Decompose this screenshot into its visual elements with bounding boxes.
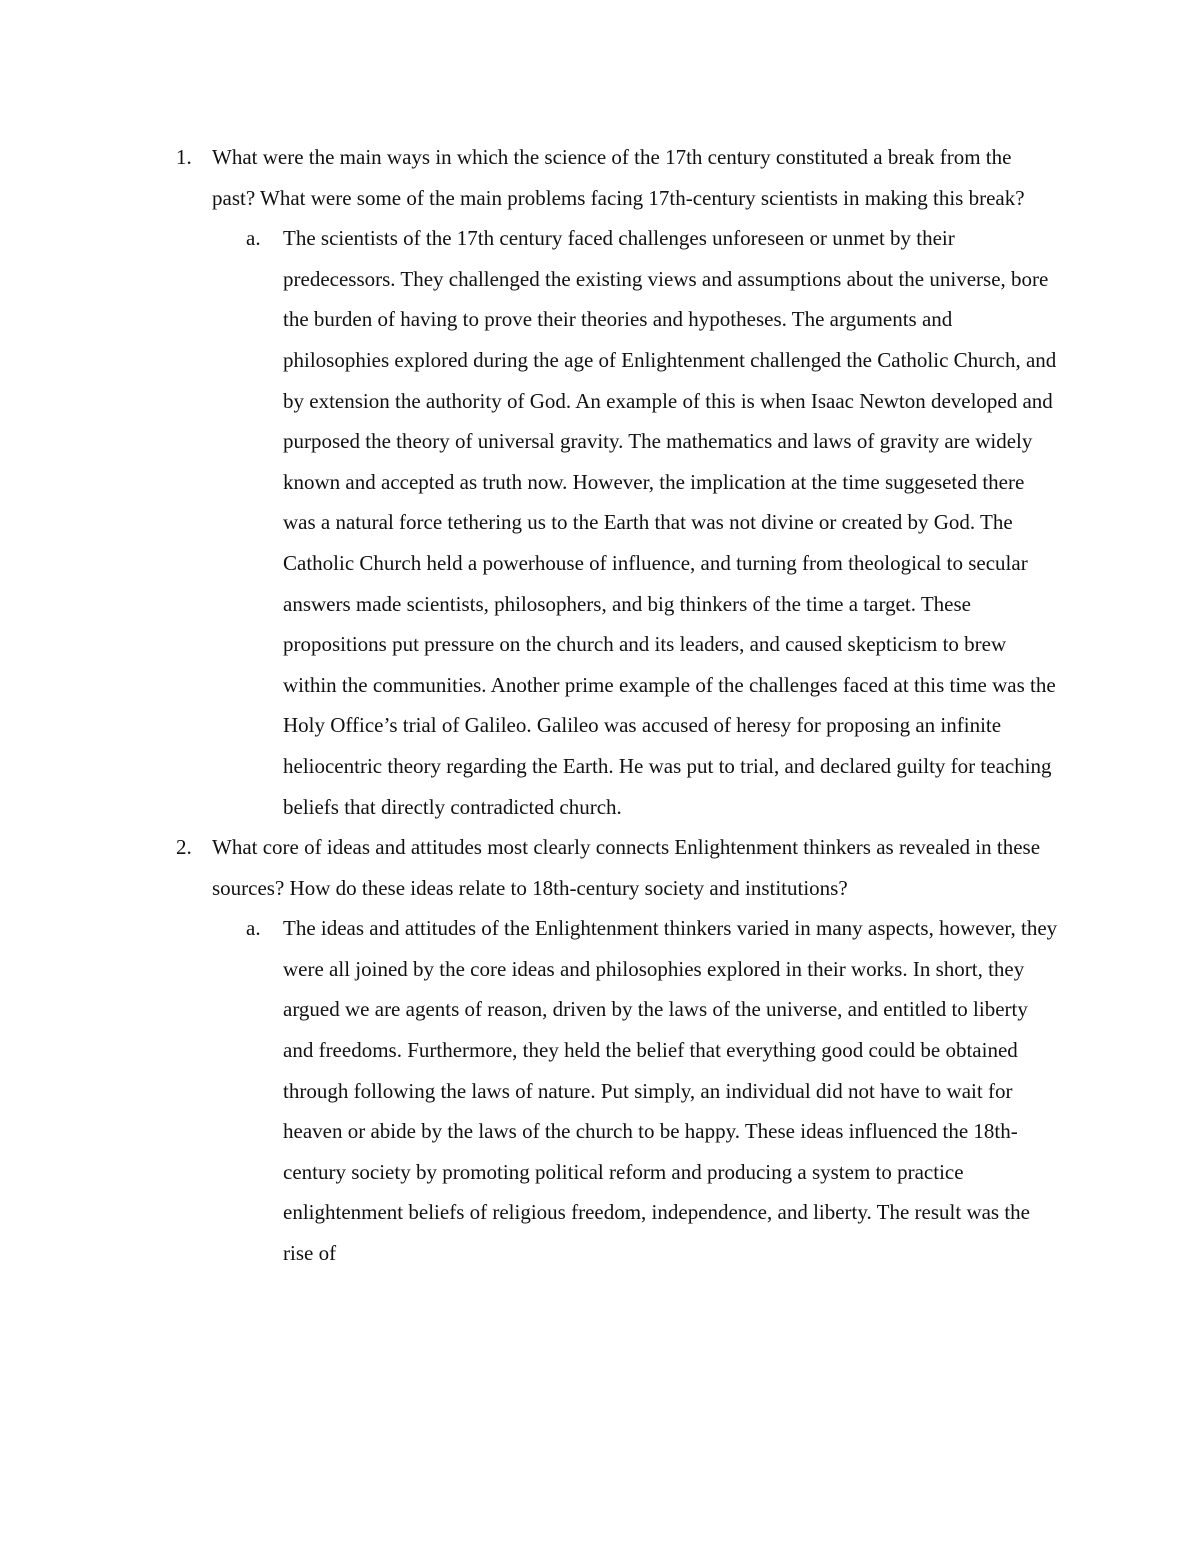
answer-2a-marker: a. [246, 916, 261, 941]
answer-1a-text: The scientists of the 17th century faced challenges unforeseen or unmet by their predecessors. They challenged the existing views and assumptions about the universe, bore the burden of having to prove their theories and hypotheses. The arguments and philosophies explored during the age of Enlightenment challenged the Catholic Church, and by extension the authority of God. An example of this is when Isaac Newton developed and purposed the theory of universal gravity. The mathematics and laws of gravity are widely known and accepted as truth now. However, the implication at the time suggeseted there was a natural force tethering us to the Earth that was not divine or created by God. The Catholic Church held a powerhouse of influence, and turning from theological to secular answers made scientists, philosophers, and big thinkers of the time a target. These propositions put pressure on the church and its leaders, and caused skepticism to brew within the communities. Another prime example of the challenges faced at this time was the Holy Office’s trial of Galileo. Galileo was accused of heresy for proposing an infinite heliocentric theory regarding the Earth. He was put to trial, and declared guilty for teaching beliefs that directly contradicted church. [283, 226, 1057, 819]
question-1-text: What were the main ways in which the science of the 17th century constituted a break from the past? What were some of the main problems facing 17th-century scientists in making this break? [212, 145, 1025, 210]
answer-1a [246, 218, 1059, 827]
answer-2a [246, 908, 1059, 1273]
question-list [0, 137, 1200, 1274]
question-1 [176, 137, 1052, 218]
question-2 [176, 827, 1052, 908]
question-2-number: 2. [176, 835, 192, 860]
question-1-number: 1. [176, 145, 192, 169]
question-2-text: What core of ideas and attitudes most clearly connects Enlightenment thinkers as revealed in these sources? How do these ideas relate to 18th-century society and institutions? [212, 835, 1041, 900]
answer-2a-text: The ideas and attitudes of the Enlightenment thinkers varied in many aspects, however, they were all joined by the core ideas and philosophies explored in their works. In short, they argued we are agents of reason, driven by the laws of the universe, and entitled to liberty and freedoms. Furthermore, they held the belief that everything good could be obtained through following the laws of nature. Put simply, an individual did not have to wait for heaven or abide by the laws of the church to be happy. These ideas influenced the 18th-century society by promoting political reform and producing a system to practice enlightenment beliefs of religious freedom, independence, and liberty. The result was the rise of [283, 916, 1058, 1266]
answer-1a-marker: a. [246, 226, 261, 251]
